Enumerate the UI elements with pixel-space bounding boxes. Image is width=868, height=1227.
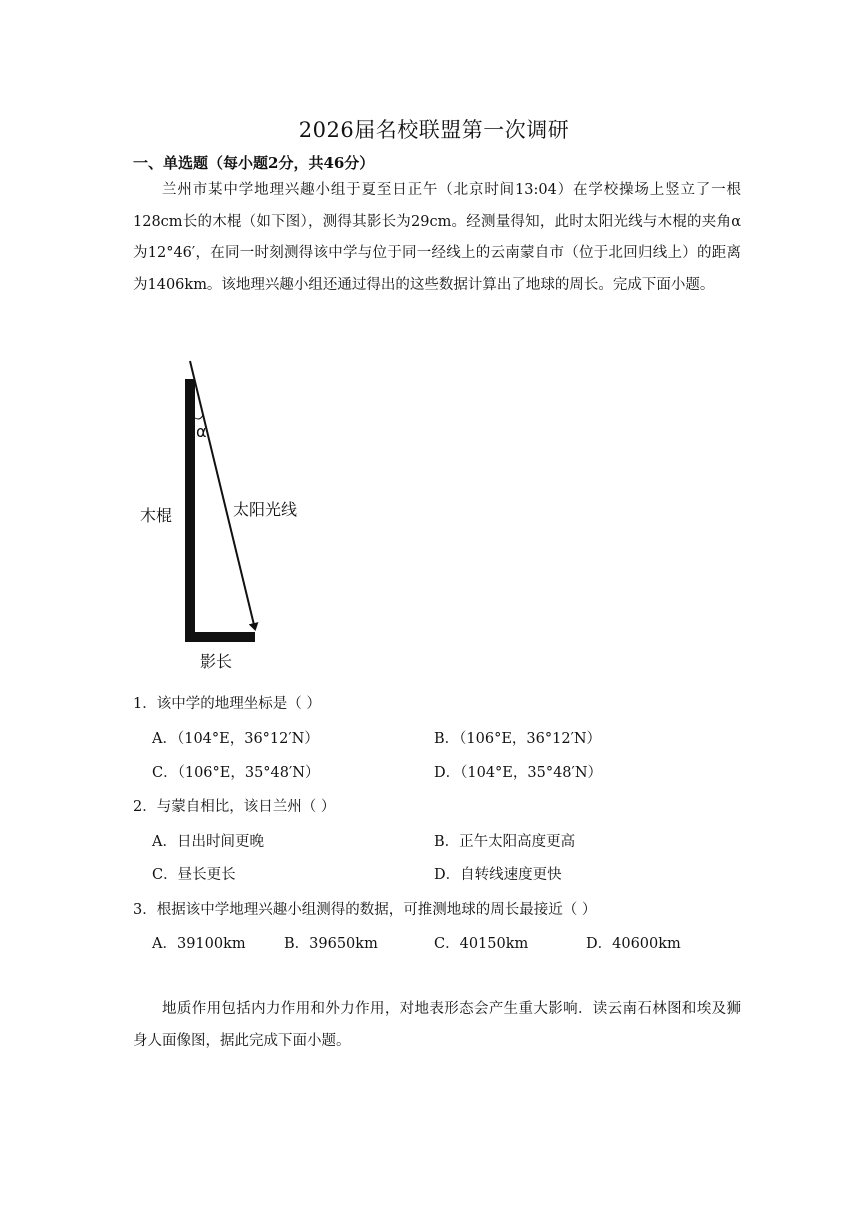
shadow-bar [185, 632, 255, 642]
question-1-option-a: A．（104°E，36°12′N） [152, 731, 319, 747]
stick-bar [185, 379, 195, 642]
question-1-stem: 1．该中学的地理坐标是（ ） [133, 696, 321, 712]
angle-arc [195, 415, 203, 419]
question-3-stem: 3．根据该中学地理兴趣小组测得的数据，可推测地球的周长最接近（ ） [133, 902, 597, 918]
question-1-option-d: D．（104°E，35°48′N） [434, 765, 603, 781]
stick-label: 木棍 [140, 506, 173, 525]
question-2-stem: 2．与蒙自相比，该日兰州（ ） [133, 799, 336, 815]
question-3-option-d: D．40600km [586, 936, 681, 952]
question-2-option-c: C．昼长更长 [152, 867, 236, 883]
question-2-option-d: D．自转线速度更快 [434, 867, 562, 883]
stick-shadow-diagram [130, 355, 330, 675]
shadow-label: 影长 [200, 652, 233, 671]
question-2-option-a: A．日出时间更晚 [152, 834, 264, 850]
passage-intro: 兰州市某中学地理兴趣小组于夏至日正午（北京时间13:04）在学校操场上竖立了一根128cm长的木棍（如下图），测得其影长为29cm。经测量得知，此时太阳光线与木棍的夹角α为12°46′，在同一时刻测得该中学与位于同一经线上的云南蒙自市（位于北回归线上）的距离为1406km。该地理兴趣小组还通过得出的这些数据计算出了地球的周长。完成下面小题。 [133, 182, 741, 293]
question-3-option-a: A．39100km [152, 936, 246, 952]
passage-geology: 地质作用包括内力作用和外力作用，对地表形态会产生重大影响．读云南石林图和埃及狮身人面像图，据此完成下面小题。 [133, 1001, 741, 1049]
angle-label: α [196, 422, 207, 441]
sunlight-label: 太阳光线 [233, 500, 298, 519]
question-1-option-b: B．（106°E，36°12′N） [434, 731, 602, 747]
page-title: 2026届名校联盟第一次调研 [298, 118, 570, 142]
question-3-option-b: B．39650km [284, 936, 378, 952]
question-1-option-c: C．（106°E，35°48′N） [152, 765, 320, 781]
sunlight-ray-arrow [190, 361, 255, 629]
question-2-option-b: B．正午太阳高度更高 [434, 834, 576, 850]
question-3-option-c: C．40150km [434, 936, 529, 952]
section-heading: 一、单选题（每小题2分，共46分） [133, 154, 375, 172]
